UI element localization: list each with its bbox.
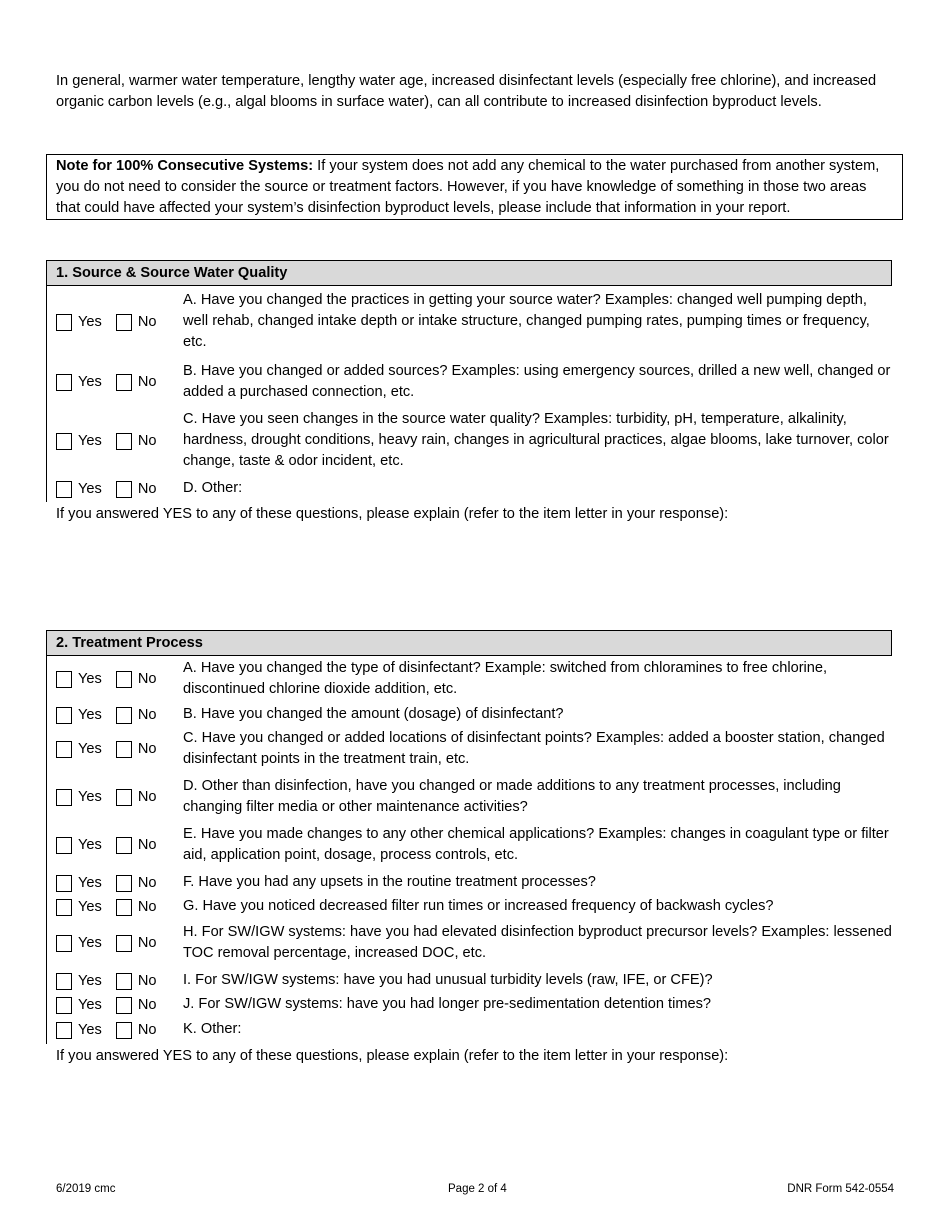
yes-checkbox[interactable]: [56, 973, 72, 990]
question-text: B. Have you changed the amount (dosage) of disinfectant?: [183, 706, 564, 722]
no-checkbox[interactable]: [116, 875, 132, 892]
yes-label: Yes: [78, 789, 102, 805]
no-checkbox[interactable]: [116, 481, 132, 498]
no-label: No: [137, 935, 157, 951]
yes-checkbox[interactable]: [56, 899, 72, 916]
no-checkbox[interactable]: [116, 433, 132, 450]
consecutive-systems-note: [46, 154, 903, 220]
no-label: No: [137, 741, 157, 757]
intro-paragraph: In general, warmer water temperature, lengthy water age, increased disinfectant levels (especially free chlorine), and increased organic carbon levels (e.g., algal blooms in surface water), can all contribute to increased disinfection byproduct levels.: [56, 73, 877, 110]
no-label: No: [137, 997, 157, 1013]
yes-checkbox[interactable]: [56, 374, 72, 391]
no-label: No: [137, 789, 157, 805]
section-2-header: 2. Treatment Process: [46, 630, 892, 656]
yes-label: Yes: [78, 671, 102, 687]
yes-label: Yes: [78, 899, 102, 915]
no-label: No: [137, 837, 157, 853]
no-label: No: [137, 314, 157, 330]
yes-label: Yes: [78, 973, 102, 989]
yes-checkbox[interactable]: [56, 314, 72, 331]
no-checkbox[interactable]: [116, 707, 132, 724]
no-label: No: [137, 671, 157, 687]
no-checkbox[interactable]: [116, 837, 132, 854]
no-label: No: [137, 899, 157, 915]
yes-checkbox[interactable]: [56, 707, 72, 724]
no-label: No: [137, 707, 157, 723]
question-text: J. For SW/IGW systems: have you had longer pre-sedimentation detention times?: [183, 996, 712, 1012]
yes-label: Yes: [78, 374, 102, 390]
yes-label: Yes: [78, 935, 102, 951]
footer-form-number: DNR Form 542-0554: [787, 1183, 894, 1195]
question-text: A. Have you changed the practices in getting your source water? Examples: changed well pumping depth, well rehab, changed intake depth or intake structure, changed pumping rates, pumping times or frequency, etc.: [183, 292, 870, 350]
yes-label: Yes: [78, 741, 102, 757]
no-label: No: [137, 1022, 157, 1038]
yes-checkbox[interactable]: [56, 481, 72, 498]
section-2-explain-prompt: If you answered YES to any of these questions, please explain (refer to the item letter in your response):: [56, 1048, 729, 1064]
question-text: I. For SW/IGW systems: have you had unusual turbidity levels (raw, IFE, or CFE)?: [183, 972, 713, 988]
no-checkbox[interactable]: [116, 314, 132, 331]
section-1-header: 1. Source & Source Water Quality: [46, 260, 892, 286]
yes-label: Yes: [78, 314, 102, 330]
yes-label: Yes: [78, 433, 102, 449]
question-text: A. Have you changed the type of disinfectant? Example: switched from chloramines to free chlorine, discontinued chlorine dioxide addition, etc.: [183, 660, 828, 697]
no-checkbox[interactable]: [116, 789, 132, 806]
yes-label: Yes: [78, 875, 102, 891]
no-checkbox[interactable]: [116, 741, 132, 758]
no-label: No: [137, 481, 157, 497]
yes-checkbox[interactable]: [56, 997, 72, 1014]
no-label: No: [137, 875, 157, 891]
yes-checkbox[interactable]: [56, 837, 72, 854]
no-label: No: [137, 973, 157, 989]
no-label: No: [137, 433, 157, 449]
no-label: No: [137, 374, 157, 390]
yes-checkbox[interactable]: [56, 1022, 72, 1039]
yes-checkbox[interactable]: [56, 935, 72, 952]
no-checkbox[interactable]: [116, 1022, 132, 1039]
yes-label: Yes: [78, 997, 102, 1013]
no-checkbox[interactable]: [116, 997, 132, 1014]
question-text: C. Have you changed or added locations of disinfectant points? Examples: added a booster station, changed disinfectant points in the treatment train, etc.: [183, 730, 885, 767]
question-text: E. Have you made changes to any other chemical applications? Examples: changes in coagulant type or filter aid, application point, dosage, process controls, etc.: [183, 826, 889, 863]
no-checkbox[interactable]: [116, 671, 132, 688]
yes-checkbox[interactable]: [56, 789, 72, 806]
no-checkbox[interactable]: [116, 374, 132, 391]
no-checkbox[interactable]: [116, 899, 132, 916]
yes-checkbox[interactable]: [56, 671, 72, 688]
footer-page-number: Page 2 of 4: [448, 1183, 507, 1195]
yes-checkbox[interactable]: [56, 741, 72, 758]
question-text: D. Other than disinfection, have you changed or made additions to any treatment processes, including changing filter media or other maintenance activities?: [183, 778, 841, 815]
yes-checkbox[interactable]: [56, 875, 72, 892]
question-text: B. Have you changed or added sources? Examples: using emergency sources, drilled a new well, changed or added a purchased connection, etc.: [183, 363, 891, 400]
footer-date: 6/2019 cmc: [56, 1183, 116, 1195]
yes-label: Yes: [78, 481, 102, 497]
no-checkbox[interactable]: [116, 935, 132, 952]
section-1-explain-prompt: If you answered YES to any of these questions, please explain (refer to the item letter in your response):: [56, 506, 729, 522]
question-text: F. Have you had any upsets in the routine treatment processes?: [183, 874, 596, 890]
question-text: D. Other:: [183, 480, 243, 496]
note-text: If your system does not add any chemical to the water purchased from another system, you do not need to consider the source or treatment factors. However, if you have knowledge of something in those two areas that could have affected your system’s disinfection byproduct levels, please include that information in your report.: [56, 158, 880, 216]
yes-checkbox[interactable]: [56, 433, 72, 450]
question-text: C. Have you seen changes in the source water quality? Examples: turbidity, pH, temperature, alkalinity, hardness, drought conditions, heavy rain, changes in agricultural practices, algae blooms, lake turnover, color change, taste & odor incident, etc.: [183, 411, 889, 469]
yes-label: Yes: [78, 837, 102, 853]
no-checkbox[interactable]: [116, 973, 132, 990]
question-text: G. Have you noticed decreased filter run times or increased frequency of backwash cycles?: [183, 898, 774, 914]
question-text: K. Other:: [183, 1021, 242, 1037]
yes-label: Yes: [78, 1022, 102, 1038]
yes-label: Yes: [78, 707, 102, 723]
question-text: H. For SW/IGW systems: have you had elevated disinfection byproduct precursor levels? Examples: lessened TOC removal percentage, increased DOC, etc.: [183, 924, 892, 961]
note-heading: Note for 100% Consecutive Systems:: [56, 158, 314, 174]
